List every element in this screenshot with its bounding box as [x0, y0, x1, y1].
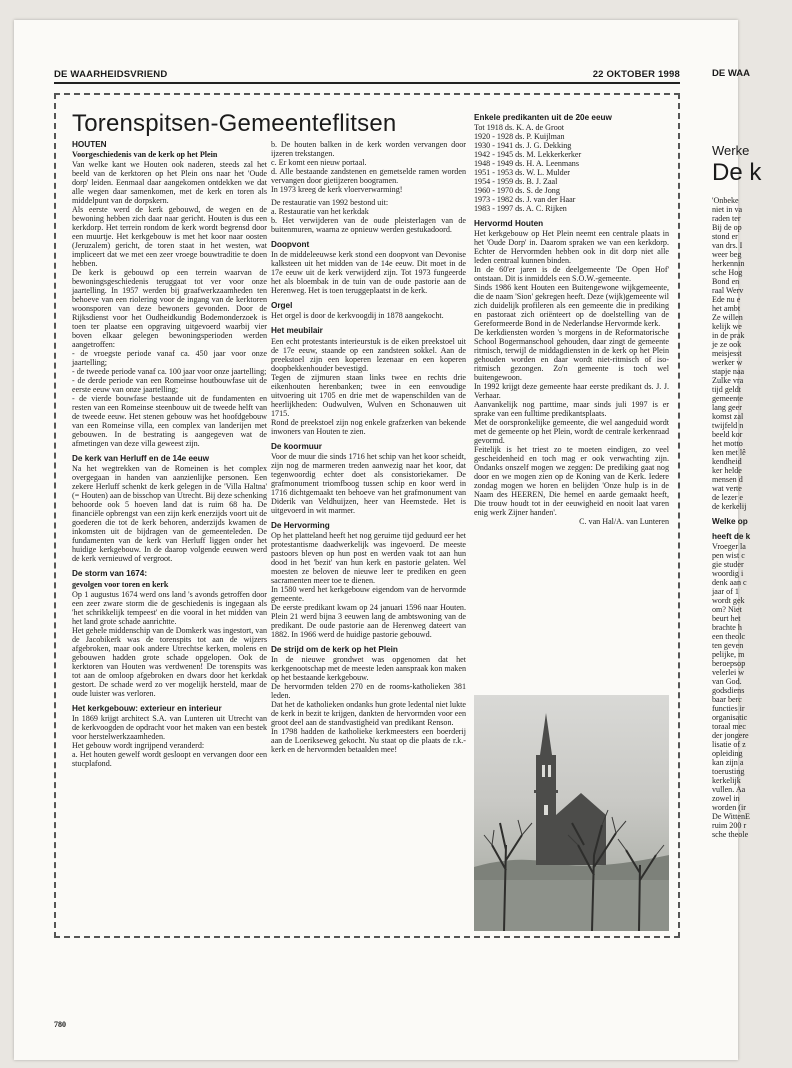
text-line: pelijke, m — [712, 650, 745, 659]
text-line: de kerkelij — [712, 502, 747, 511]
paragraph: In de nieuwe grondwet was opgenomen dat het kerkgenootschap met de meeste leden aanspraak kon maken op het bestaande kerkgebouw. — [271, 655, 466, 683]
text-line: zowel in — [712, 794, 740, 803]
list-item: 1930 - 1941 ds. J. G. Dekking — [474, 141, 572, 151]
list-item: - de vroegste periode vanaf ca. 450 jaar voor onze jaartelling; — [72, 349, 267, 368]
text-line: raden ter — [712, 214, 741, 223]
text-line: De WittenE — [712, 812, 750, 821]
paragraph: Dat het de katholieken ondanks hun grote ledental niet lukte de kerk in bezit te krijgen, dankten de hervormden voor een groot deel aan de standvastigheid van predikant Renson. — [271, 700, 466, 728]
section-heading: Hervormd Houten — [474, 219, 544, 229]
paragraph: Het gehele middenschip van de Domkerk was ingestort, van de Jacobikerk was de torenspits tot aan de wijzers afgebroken, maar ook andere Utrechtse kerken, molens en gebouwen hadden grote schade opgelopen. Ook de kerktoren van Houten was verdwenen! De torenspits was tot aan de omloop afgebroken en dwars door het kerkdak gestort. De schade werd zo ver mogelijk hersteld, maar de oude luister was verloren. — [72, 625, 267, 698]
text-line: wordt gek — [712, 596, 745, 605]
text-line: ruim 200 r — [712, 821, 747, 830]
next-page-subhead: Werke — [712, 143, 750, 158]
next-page-column — [712, 196, 792, 956]
section-heading: Orgel — [271, 301, 293, 311]
list-item: 1951 - 1953 ds. W. L. Mulder — [474, 168, 570, 178]
text-line: het motto — [712, 439, 743, 448]
section-heading: Het meubilair — [271, 326, 323, 336]
list-item: 1948 - 1949 ds. H. A. Leenmans — [474, 159, 579, 169]
paragraph: De kerk is gebouwd op een terrein waarvan de bewoningsgeschiedenis teruggaat tot ver voor onze jaartelling. In 1957 werden bij graafwerkzaamheden ten behoeve van een riolering voor de ingang van de kerktoren woonsporen van deze bewoners gevonden. Door de Rijksdienst voor het Oudheidkundig Bodemonderzoek is toen ter plaatse een opgraving uitgevoerd waarbij vier boven elkaar gelegen bewoningsperioden werden aangetroffen: — [72, 268, 267, 350]
paragraph: In 1973 kreeg de kerk vloerverwarming! — [271, 185, 403, 194]
list-item: Tot 1918 ds. K. A. de Groot — [474, 123, 565, 133]
text-line: vullen. Aa — [712, 785, 746, 794]
text-line: denk aan c — [712, 578, 747, 587]
text-line: mensen d — [712, 475, 743, 484]
paragraph: Na het wegtrekken van de Romeinen is het complex overgegaan in handen van aanzienlijke personen. Een zekere Herluff schenkt de kerk gelegen in de 'Villa Haltna' (= Houten) aan de bisschop van Utrecht. Bij deze schenking behoorde ook 5 hoeven land dat is ruim 68 ha. De financiële opbrengst van een zijn kerk enerzijds voort uit de goederen die tot de kerk behoren, anderzijds kwamen de inkomsten uit de bijdragen van de gemeenteleden. De fundamenten van de kerk van Herluff liggen onder het huidige kerkgebouw. In de daarop volgende eeuwen werd de kerk vernieuwd of vergroot. — [72, 464, 267, 564]
text-line: beurt het — [712, 614, 741, 623]
article-title: Torenspitsen-Gemeenteflitsen — [72, 110, 397, 137]
paragraph: Aanvankelijk nog parttime, maar sinds juli 1997 is er sprake van een fulltime predikantsplaats. — [474, 400, 669, 419]
text-line: om? Niet — [712, 605, 742, 614]
text-line: 'Onbeke — [712, 196, 739, 205]
paragraph: Op 1 augustus 1674 werd ons land 's avonds getroffen door een zeer zware storm die de geschiedenis is ingegaan als 'het schrikkelijk tempeest' en die vooral in het midden van het land grote schade aanrichtte. — [72, 589, 267, 626]
text-line: Bij de op — [712, 223, 742, 232]
text-line: stond er — [712, 232, 738, 241]
text-line: wat verte — [712, 484, 742, 493]
paragraph: De restauratie van 1992 bestond uit: — [271, 198, 389, 207]
paragraph: Met de oorspronkelijke gemeente, die wel aangeduid wordt met de gemeente op het Plein, wordt de centrale kerkenraad gevormd. — [474, 418, 669, 446]
text-line: functies ir — [712, 704, 745, 713]
paragraph: Het kerkgebouw op Het Plein neemt een centrale plaats in het 'Oude Dorp' in. Daarom spraken we van een kerkdorp. Echter de Hervormden hebben ook in dit dorp niet alle leden centraal kunnen binden. — [474, 229, 669, 266]
text-line: van drs. I — [712, 241, 743, 250]
list — [72, 349, 267, 448]
paragraph: De eerste predikant kwam op 24 januari 1596 naar Houten. Plein 21 werd bijna 3 eeuwen lang de ambtswoning van de predikant. De oude pastorie aan de Herenweg dateert van 1882. In 1966 werd de huidige pastorie gebouwd. — [271, 603, 466, 640]
list-item: 1942 - 1945 ds. M. Lekkerkerker — [474, 150, 582, 160]
text-line: weer beg — [712, 250, 742, 259]
column-1 — [72, 140, 267, 930]
section-heading: De kerk van Herluff en de 14e eeuw — [72, 454, 209, 464]
issue-date: 22 OKTOBER 1998 — [592, 69, 680, 80]
church-photo — [474, 695, 669, 931]
text-line: in de prak — [712, 331, 745, 340]
text-line: een theolc — [712, 632, 746, 641]
text-line: je ze ook — [712, 340, 742, 349]
section-subheading: gevolgen voor toren en kerk — [72, 579, 169, 589]
text-line: werker w — [712, 358, 743, 367]
paragraph: Als eerste werd de kerk gebouwd, de wegen en de bewoning hebben zich daar naar gericht. Houten is dus een kerkdorp. Het terrein rondom de kerk wordt begrensd door een muurtje. Het kerkgebouw is met het koor naar oosten (Jeruzalem) gericht, de toren staat in het westen, wat impliceert dat we met een zeer vroege bouwtraditie te doen hebben. — [72, 205, 267, 269]
text-line: kan zijn a — [712, 758, 744, 767]
text-line: pen wist c — [712, 551, 745, 560]
text-line: toerusting — [712, 767, 745, 776]
paragraph: Het orgel is door de kerkvoogdij in 1878 aangekocht. — [271, 311, 444, 321]
paragraph: In 1992 krijgt deze gemeente haar eerste predikant ds. J. J. Verhaar. — [474, 382, 669, 401]
section-subheading: Voorgeschiedenis van de kerk op het Plein — [72, 150, 218, 160]
text-line: ken met lê — [712, 448, 746, 457]
paragraph: Van welke kant we Houten ook naderen, steeds zal het beeld van de kerktoren op het Plein ons naar het 'Oude dorp' leiden. Eenmaal daar aangekomen ontdekken we dat alle wegen daar samenkomen, met de kerk en toren als middelpunt van de dorpskern. — [72, 160, 267, 206]
page-number: 780 — [54, 1020, 66, 1029]
text-line: baar berc — [712, 695, 742, 704]
text-line: lisatie of z — [712, 740, 746, 749]
text-line: komst zal — [712, 412, 744, 421]
paragraph: In de middeleeuwse kerk stond een doopvont van Devonise kalksteen uit het midden van de 14e eeuw. Dit moet in de 17e eeuw uit de kerk verwijderd zijn. Tot 1973 fungeerde het als bloembak in de tuin van de oude pastorie aan de Herenweg. Het is toen teruggeplaatst in de kerk. — [271, 250, 466, 296]
text-line: opleiding — [712, 749, 743, 758]
section-heading: Welke op — [712, 517, 748, 526]
text-line: jaar of 1 — [712, 587, 739, 596]
section-heading: De storm van 1674: — [72, 569, 148, 579]
next-page-header: DE WAA — [712, 68, 750, 79]
publication-name: DE WAARHEIDSVRIEND — [54, 69, 168, 80]
section-heading: De Hervorming — [271, 520, 330, 530]
paragraph: b. De houten balken in de kerk worden vervangen door ijzeren trekstangen. — [271, 140, 466, 158]
author-signature: C. van Hal/A. van Lunteren — [579, 517, 669, 527]
text-line: tijd geldt — [712, 385, 741, 394]
paragraph: In 1580 werd het kerkgebouw eigendom van de hervormde gemeente. — [271, 585, 466, 604]
text-line: lang geer — [712, 403, 742, 412]
paragraph: Het gebouw wordt ingrijpend veranderd: — [72, 740, 205, 750]
next-page-title: De k — [712, 159, 762, 186]
text-line: gie studer — [712, 560, 744, 569]
text-line: sche Hog — [712, 268, 743, 277]
text-line: gemeente — [712, 394, 744, 403]
text-line: sche theole — [712, 830, 749, 839]
text-line: kerkelijk — [712, 776, 741, 785]
newspaper-spread — [14, 20, 762, 1060]
list-item: - de vierde bouwfase bestaande uit de fundamenten en resten van een Romeinse steenbouw uit de tweede helft van de tweede eeuw. Het stenen gebouw was het hoofdgebouw van een Romeinse villa, een complex van landerijen met gebouwen. In de bestrating is aangegeven wat de afmetingen van deze villa geweest zijn. — [72, 394, 267, 449]
text-line: toraal mec — [712, 722, 746, 731]
paragraph: b. Het verwijderen van de oude pleisterlagen van de buitenmuren, waarna ze opnieuw werden gestukadoord. — [271, 216, 466, 234]
paragraph: c. Er komt een nieuw portaal. — [271, 158, 367, 167]
list-item: 1960 - 1970 ds. S. de Jong — [474, 186, 560, 196]
paragraph: Op het platteland heeft het nog geruime tijd geduurd eer het protestantisme daadwerkelijk was ingevoerd. De meeste pastoors bleven op hun post en werden vaak tot aan hun dood in het 'bezit' van hun kerk en pastorie gelaten. Wel moesten ze beloven de nieuwe leer te prediken en geen sacramenten meer toe te dienen. — [271, 531, 466, 586]
text-line: kendheid — [712, 457, 742, 466]
text-line: niet in va — [712, 205, 743, 214]
text-line: woordig i — [712, 569, 744, 578]
paragraph: In 1869 krijgt architect S.A. van Lunteren uit Utrecht van de kerkvoogden de opdracht voor het maken van een bestek voor herstelwerkzaamheden. — [72, 713, 267, 741]
paragraph: In 1798 hadden de katholieke kerkmeesters een boerderij aan de Loerikseweg gekocht. Nu staat op die plaats de r.k.-kerk en de hervormden betaalden mee! — [271, 727, 466, 755]
page-header — [54, 68, 680, 84]
text-line: ten geven — [712, 641, 744, 650]
paragraph: In de 60'er jaren is de deelgemeente 'De Open Hof' ontstaan. Dit is inmiddels een S.O.W.-gemeente. — [474, 265, 669, 284]
paragraph: De hervormden telden 270 en de rooms-katholieken 381 leden. — [271, 682, 466, 701]
text-line: de lezer e — [712, 493, 743, 502]
section-heading: Enkele predikanten uit de 20e eeuw — [474, 113, 612, 122]
section-heading: Het kerkgebouw: exterieur en interieur — [72, 703, 222, 713]
paragraph: Feitelijk is het triest zo te moeten eindigen, zo veel gescheidenheid en toch mag er ook verwachting zijn. Ondanks onszelf mogen we zeggen: De prediking gaat nog door en we mogen zien op de Koning van de Kerk. Iedere zondag mogen we horen en belijden 'Onze hulp is in de Naam des HEEREN, Die hemel en aarde gemaakt heeft, Die trouw houdt tot in der eeuwigheid en nooit laat varen enig werk Zijner handen'. — [474, 445, 669, 518]
section-heading: HOUTEN — [72, 140, 107, 149]
text-line: ker helde — [712, 466, 742, 475]
section-heading: De strijd om de kerk op het Plein — [271, 645, 398, 655]
text-line: het ambt — [712, 304, 741, 313]
text-line: raal Werv — [712, 286, 744, 295]
text-line: stapje naa — [712, 367, 745, 376]
list-item: 1954 - 1959 ds. B. J. Zaal — [474, 177, 558, 187]
text-line: Bond en — [712, 277, 740, 286]
paragraph: a. Restauratie van het kerkdak — [271, 207, 369, 216]
list-item: 1973 - 1982 ds. J. van der Haar — [474, 195, 576, 205]
paragraph: Een echt protestants interieurstuk is de eiken preekstoel uit de 17e eeuw, staande op een zandsteen sokkel. Aan de preekstoel zijn een koperen lezenaar en een koperen doopbekkenhouder bevestigd. — [271, 336, 466, 373]
section-heading: heeft de k — [712, 532, 751, 541]
text-line: beroepsop — [712, 659, 746, 668]
paragraph: Sinds 1986 kent Houten een Buitengewone wijkgemeente, die de naam 'Sion' gekregen heeft. Deze (wijk)gemeente wil zich duidelijk profileren als een gemeente die in prediking en pastoraat zich oriënteert op de doelstelling van de Gereformeerde Bond in de Nederlandse Hervormde kerk. — [474, 283, 669, 329]
text-line: velerlei w — [712, 668, 745, 677]
text-line: organisatic — [712, 713, 748, 722]
text-line: van God. — [712, 677, 742, 686]
text-line: brachte h — [712, 623, 742, 632]
text-line: Zulke vra — [712, 376, 744, 385]
list — [474, 123, 669, 213]
text-line: meisjesst — [712, 349, 742, 358]
list-item: 1983 - 1997 ds. A. C. Rijken — [474, 204, 567, 214]
section-heading: Doopvont — [271, 240, 310, 249]
text-line: der jongere — [712, 731, 749, 740]
paragraph: Rond de preekstoel zijn nog enkele grafzerken van bekende inwoners van Houten te zien. — [271, 417, 466, 436]
text-line: Ze willen — [712, 313, 743, 322]
paragraph: Voor de muur die sinds 1716 het schip van het koor scheidt, zijn nog de marmeren treden aanwezig naar het koor, dat tegenwoordig echter doet als consistoriekamer. De grafmonument triomfboog tussen schip en koor werd in 1716 dichtgemaakt ten behoeve van het grafmonument van Diderik van Veldhuijzen, heer van Heemstede. Het is uitgevoerd in wit marmer. — [271, 451, 466, 515]
paragraph: Tegen de zijmuren staan links twee en rechts drie eikenhouten herenbanken; twee in een eenvoudige uitvoering uit 1705 en drie met de wapenschilden van de heerlijkheden: Oudwulven, Wulven en Schonauwen uit 1715. — [271, 372, 466, 418]
section-heading: De koormuur — [271, 441, 322, 451]
list-item: - de derde periode van een Romeinse houtbouwfase uit de eerste eeuw van onze jaartelling; — [72, 376, 267, 395]
paragraph: d. Alle bestaande zandstenen en gemetselde ramen worden vervangen door gietijzeren boogramen. — [271, 167, 466, 185]
paragraph: De kerkdiensten worden 's morgens in de Reformatorische School Bogermanschool gehouden, daar zingt de gemeente ritmisch, terwijl de middagdiensten in de kerk op het Plein gehouden worden en daar wordt niet-ritmisch of iso-ritmisch gezongen. Zo'n gemeente is toch wel buitengewoon. — [474, 328, 669, 383]
list-item: 1920 - 1928 ds. P. Kuijlman — [474, 132, 565, 142]
text-line: kelijk we — [712, 322, 742, 331]
list-item: - de tweede periode vanaf ca. 100 jaar voor onze jaartelling; — [72, 367, 267, 377]
text-line: Ede nu e — [712, 295, 741, 304]
column-2 — [271, 140, 466, 930]
text-line: herkennin — [712, 259, 745, 268]
paragraph: a. Het houten gewelf wordt gesloopt en vervangen door een stucplafond. — [72, 749, 267, 768]
text-line: twijfeld n — [712, 421, 744, 430]
text-line: beeld kor — [712, 430, 743, 439]
text-line: godsdiens — [712, 686, 745, 695]
text-line: worden (ir — [712, 803, 746, 812]
text-line: Vroeger la — [712, 542, 746, 551]
